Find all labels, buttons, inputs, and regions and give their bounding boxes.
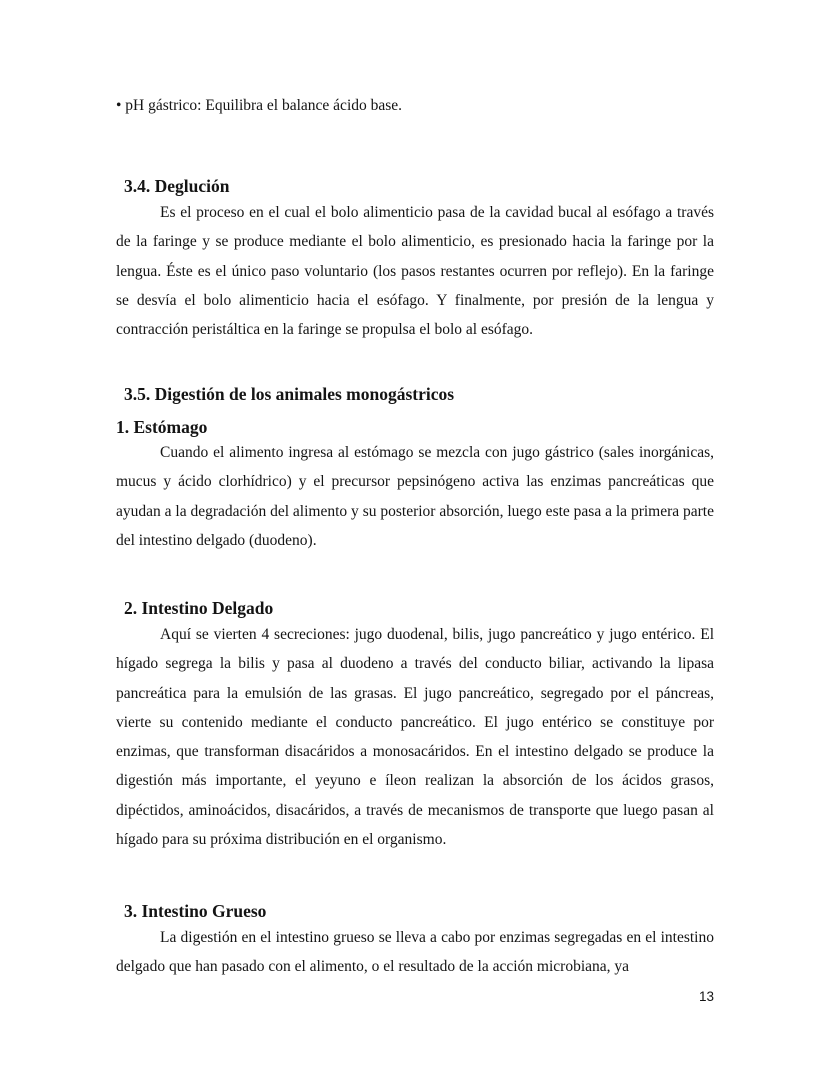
- paragraph-deglucion: Es el proceso en el cual el bolo alimenticio pasa de la cavidad bucal al esófago a través de la faringe y se produce mediante el bolo alimenticio, es presionado hacia la faringe por la lengua. Éste es el único paso voluntario (los pasos restantes ocurren por reflejo). En la faringe se desvía el bolo alimenticio hacia el esófago. Y finalmente, por presión de la lengua y contracción peristáltica en la faringe se propulsa el bolo al esófago.: [116, 204, 714, 339]
- heading-digestion-monogastricos: 3.5. Digestión de los animales monogástricos: [124, 384, 455, 404]
- paragraph-intestino-grueso: La digestión en el intestino grueso se lleva a cabo por enzimas segregadas en el intestino delgado que han pasado con el alimento, o el resultado de la acción microbiana, ya: [116, 929, 714, 976]
- paragraph-estomago: Cuando el alimento ingresa al estómago se mezcla con jugo gástrico (sales inorgánicas, mucus y ácido clorhídrico) y el precursor pepsinógeno activa las enzimas pancreáticas que ayudan a la degradación del alimento y su posterior absorción, luego este pasa a la primera parte del intestino delgado (duodeno).: [116, 444, 714, 549]
- heading-intestino-grueso: 3. Intestino Grueso: [124, 901, 267, 921]
- page-number: 13: [698, 989, 714, 1004]
- bullet-ph-gastrico: • pH gástrico: Equilibra el balance ácido base.: [116, 97, 403, 114]
- paragraph-intestino-delgado: Aquí se vierten 4 secreciones: jugo duodenal, bilis, jugo pancreático y jugo entérico. El hígado segrega la bilis y pasa al duodeno a través del conducto biliar, activando la lipasa pancreática para la emulsión de las grasas. El jugo pancreático, segregado por el páncreas, vierte su contenido mediante el conducto pancreático. El jugo entérico se constituye por enzimas, que transforman disacáridos a monosacáridos. En el intestino delgado se produce la digestión más importante, el yeyuno e íleon realizan la absorción de los ácidos grasos, dipéctidos, aminoácidos, disacáridos, a través de mecanismos de transporte que luego pasan al hígado para su próxima distribución en el organismo.: [116, 626, 714, 849]
- heading-estomago: 1. Estómago: [116, 417, 208, 437]
- heading-intestino-delgado: 2. Intestino Delgado: [124, 598, 274, 618]
- heading-deglucion: 3.4. Deglución: [124, 176, 230, 196]
